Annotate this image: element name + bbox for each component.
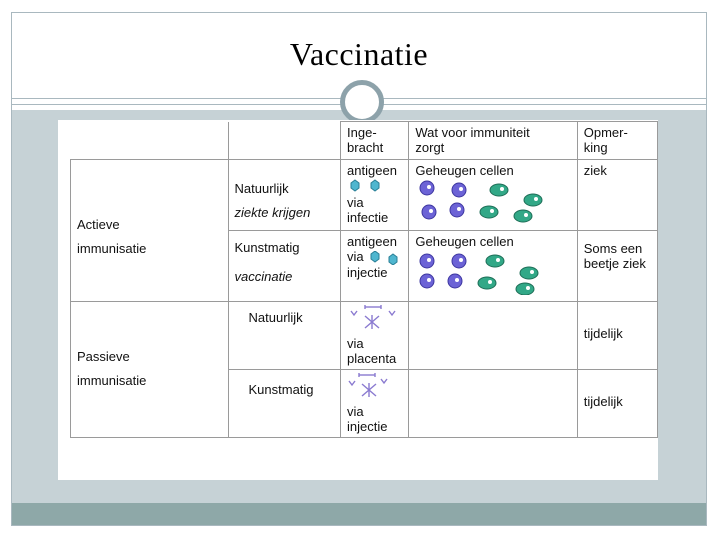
cell-passive-artificial-remark: tijdelijk — [577, 370, 657, 438]
row-passive-natural — [71, 302, 658, 370]
header-remark: Opmer- king — [577, 122, 657, 160]
bottom-bar — [12, 503, 706, 525]
cell-active-natural-method — [341, 160, 409, 231]
vaccination-table — [70, 121, 658, 438]
active-artificial-line2: vaccinatie — [234, 269, 293, 284]
antibody-icon — [347, 373, 397, 401]
active-natural-line1: Natuurlijk — [234, 181, 289, 196]
cell-active-natural-type — [228, 160, 341, 231]
cell-passive-artificial-type: Kunstmatig — [228, 370, 341, 438]
header-method: Inge- bracht — [341, 122, 409, 160]
cell-active-artificial-immunity — [409, 231, 577, 302]
passive-natural-via: via — [347, 336, 364, 351]
row-active-natural — [71, 160, 658, 231]
cell-active-label — [71, 160, 229, 302]
active-natural-route: infectie — [347, 210, 389, 225]
passive-label-line1: Passieve — [77, 349, 130, 364]
passive-label-line2: immunisatie — [77, 373, 147, 388]
cell-passive-artificial-immunity — [409, 370, 577, 438]
active-artificial-line1: Kunstmatig — [234, 240, 300, 255]
memory-cells-icon — [415, 178, 565, 224]
active-artificial-immunity: Geheugen cellen — [415, 234, 514, 249]
cell-passive-natural-type: Natuurlijk — [228, 302, 341, 370]
cell-active-natural-remark: ziek — [577, 160, 657, 231]
cell-passive-natural-remark: tijdelijk — [577, 302, 657, 370]
cell-passive-label — [71, 302, 229, 438]
active-label-line2: immunisatie — [77, 241, 147, 256]
cell-active-artificial-type — [228, 231, 341, 302]
active-artificial-via: via — [347, 249, 402, 265]
slide-title: Vaccinatie — [289, 36, 429, 72]
passive-artificial-route: injectie — [347, 419, 388, 434]
cell-passive-natural-immunity — [409, 302, 577, 370]
cell-passive-artificial-method — [341, 370, 409, 438]
active-label-line1: Actieve — [77, 217, 120, 232]
active-natural-via: via — [347, 195, 364, 210]
active-natural-immunity: Geheugen cellen — [415, 163, 514, 178]
ring-ornament-icon — [340, 80, 384, 124]
cell-active-artificial-remark: Soms een beetje ziek — [577, 231, 657, 302]
memory-cells-icon — [415, 249, 565, 295]
active-artificial-route: injectie — [347, 264, 388, 280]
cell-passive-natural-method — [341, 302, 409, 370]
cell-active-artificial-method — [341, 231, 409, 302]
active-natural-antigen: antigeen — [347, 163, 397, 178]
antigen-icon — [347, 178, 387, 192]
antibody-icon — [347, 305, 397, 333]
active-artificial-antigen: antigeen — [347, 234, 397, 249]
antigen-icon — [367, 251, 401, 265]
header-immunity: Wat voor immuniteit zorgt — [409, 122, 577, 160]
passive-artificial-via: via — [347, 404, 364, 419]
table-header-row — [71, 122, 658, 160]
cell-active-natural-immunity — [409, 160, 577, 231]
table-image — [58, 120, 658, 480]
active-natural-line2: ziekte krijgen — [234, 205, 311, 220]
passive-natural-route: placenta — [347, 351, 397, 366]
